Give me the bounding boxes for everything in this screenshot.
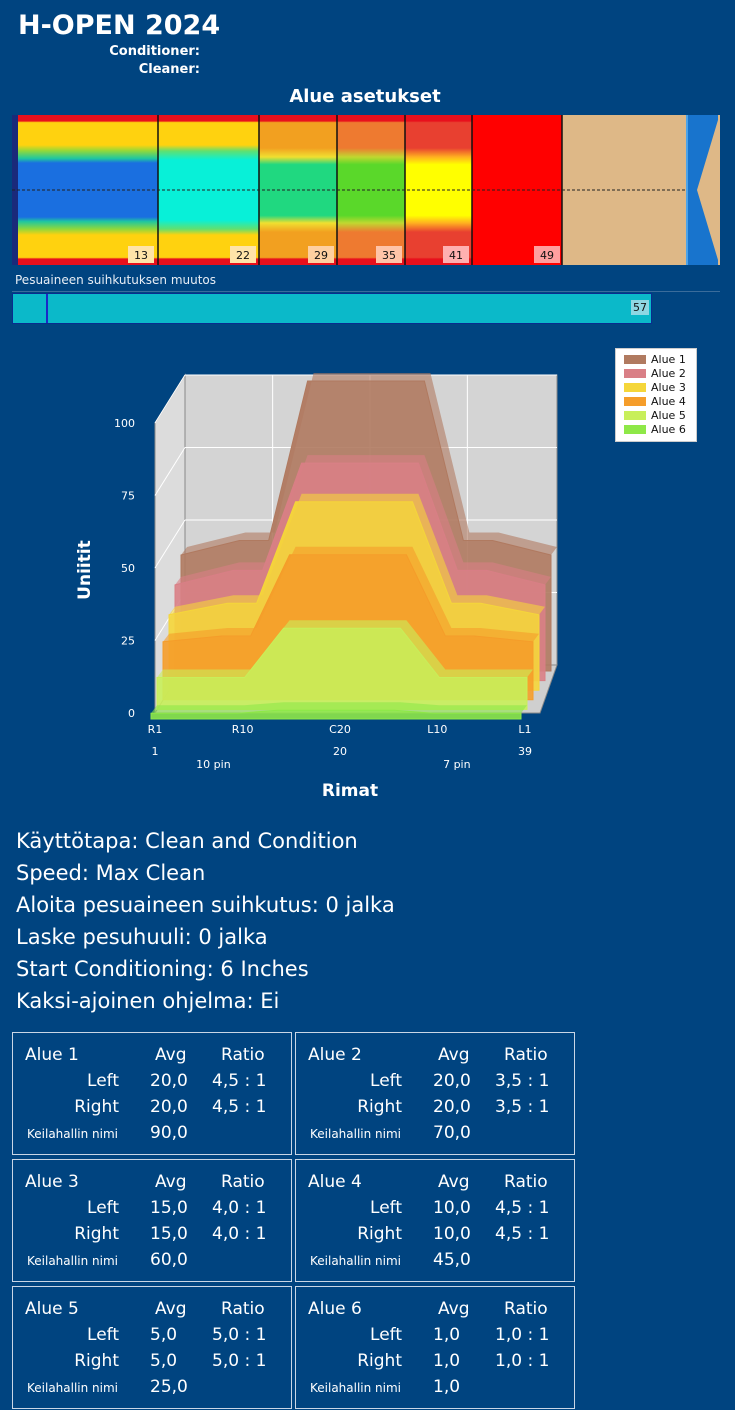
right-ratio-value: 4,0 : 1 bbox=[212, 1224, 267, 1244]
y-tick-label: 75 bbox=[121, 489, 135, 503]
legend-swatch bbox=[624, 355, 646, 364]
right-label: Right bbox=[74, 1351, 119, 1371]
setting-speed: Speed: Max Clean bbox=[16, 861, 206, 885]
legend-swatch bbox=[624, 397, 646, 406]
zone-total-value: 1,0 bbox=[433, 1377, 461, 1397]
left-avg-value: 20,0 bbox=[150, 1071, 188, 1091]
left-label: Left bbox=[87, 1071, 119, 1091]
left-ratio-value: 4,0 : 1 bbox=[212, 1198, 267, 1218]
right-ratio-value: 3,5 : 1 bbox=[495, 1097, 550, 1117]
avg-header: Avg bbox=[155, 1172, 187, 1192]
lane-name-label: Keilahallin nimi bbox=[310, 1127, 402, 1141]
left-label: Left bbox=[87, 1325, 119, 1345]
legend-item bbox=[624, 394, 696, 408]
right-label: Right bbox=[357, 1097, 402, 1117]
x-tick-label: L1 bbox=[518, 723, 532, 736]
ratio-header: Ratio bbox=[221, 1299, 265, 1319]
x-tick-label: C20 bbox=[329, 723, 351, 736]
left-ratio-value: 5,0 : 1 bbox=[212, 1325, 267, 1345]
y-tick-label: 25 bbox=[121, 634, 135, 648]
legend-swatch bbox=[624, 411, 646, 420]
lane-pattern-diagram bbox=[12, 115, 720, 265]
zone-card-3 bbox=[12, 1159, 292, 1282]
pin-label: 10 pin bbox=[196, 758, 231, 771]
legend-swatch bbox=[624, 383, 646, 392]
legend-label: Alue 3 bbox=[651, 380, 686, 394]
setting-two-pass: Kaksi-ajoinen ohjelma: Ei bbox=[16, 989, 280, 1013]
right-label: Right bbox=[357, 1351, 402, 1371]
x-board-label: 39 bbox=[518, 745, 532, 758]
ratio-header: Ratio bbox=[504, 1172, 548, 1192]
zone-card-4 bbox=[295, 1159, 575, 1282]
ratio-header: Ratio bbox=[221, 1045, 265, 1065]
right-ratio-value: 4,5 : 1 bbox=[495, 1224, 550, 1244]
right-avg-value: 20,0 bbox=[150, 1097, 188, 1117]
right-avg-value: 1,0 bbox=[433, 1351, 461, 1371]
left-label: Left bbox=[87, 1198, 119, 1218]
zone-length-label-4: 35 bbox=[382, 249, 396, 262]
avg-header: Avg bbox=[438, 1299, 470, 1319]
zone-total-value: 70,0 bbox=[433, 1123, 471, 1143]
page-title: H-OPEN 2024 bbox=[18, 10, 221, 41]
lane-name-label: Keilahallin nimi bbox=[310, 1254, 402, 1268]
zone-card-2 bbox=[295, 1032, 575, 1155]
legend-label: Alue 4 bbox=[651, 394, 686, 408]
spray-start-marker bbox=[46, 294, 48, 323]
left-avg-value: 1,0 bbox=[433, 1325, 461, 1345]
conditioner-label: Conditioner: bbox=[109, 44, 200, 59]
legend-label: Alue 1 bbox=[651, 352, 686, 366]
ratio-header: Ratio bbox=[221, 1172, 265, 1192]
left-avg-value: 5,0 bbox=[150, 1325, 178, 1345]
lane-name-label: Keilahallin nimi bbox=[27, 1381, 119, 1395]
right-label: Right bbox=[74, 1224, 119, 1244]
legend-item bbox=[624, 352, 696, 366]
left-label: Left bbox=[370, 1071, 402, 1091]
pin-label: 7 pin bbox=[443, 758, 471, 771]
zone-card-1 bbox=[12, 1032, 292, 1155]
zone-length-label-2: 22 bbox=[236, 249, 250, 262]
legend-label: Alue 5 bbox=[651, 408, 686, 422]
right-avg-value: 15,0 bbox=[150, 1224, 188, 1244]
zone-total-value: 60,0 bbox=[150, 1250, 188, 1270]
avg-header: Avg bbox=[438, 1045, 470, 1065]
zone-title: Alue 3 bbox=[25, 1172, 79, 1192]
x-tick-label: R10 bbox=[231, 723, 254, 736]
left-ratio-value: 4,5 : 1 bbox=[212, 1071, 267, 1091]
left-ratio-value: 4,5 : 1 bbox=[495, 1198, 550, 1218]
right-avg-value: 10,0 bbox=[433, 1224, 471, 1244]
right-ratio-value: 1,0 : 1 bbox=[495, 1351, 550, 1371]
left-avg-value: 20,0 bbox=[433, 1071, 471, 1091]
zone-total-value: 45,0 bbox=[433, 1250, 471, 1270]
legend-swatch bbox=[624, 369, 646, 378]
right-avg-value: 20,0 bbox=[433, 1097, 471, 1117]
right-ratio-value: 5,0 : 1 bbox=[212, 1351, 267, 1371]
zone-total-value: 25,0 bbox=[150, 1377, 188, 1397]
y-axis-label: Uniitit bbox=[75, 540, 95, 600]
zone-total-value: 90,0 bbox=[150, 1123, 188, 1143]
zone-card-5 bbox=[12, 1286, 292, 1409]
program-settings bbox=[16, 825, 395, 1017]
left-ratio-value: 1,0 : 1 bbox=[495, 1325, 550, 1345]
zone-title: Alue 6 bbox=[308, 1299, 362, 1319]
zone-title: Alue 1 bbox=[25, 1045, 79, 1065]
legend-label: Alue 2 bbox=[651, 366, 686, 380]
y-tick-label: 0 bbox=[128, 707, 135, 720]
x-tick-label: L10 bbox=[427, 723, 448, 736]
setting-mode: Käyttötapa: Clean and Condition bbox=[16, 829, 358, 853]
zone-title: Alue 4 bbox=[308, 1172, 362, 1192]
zone-length-label-6: 49 bbox=[540, 249, 554, 262]
legend-item bbox=[624, 408, 696, 422]
zone-title: Alue 2 bbox=[308, 1045, 362, 1065]
avg-header: Avg bbox=[155, 1045, 187, 1065]
lane-name-label: Keilahallin nimi bbox=[310, 1381, 402, 1395]
left-ratio-value: 3,5 : 1 bbox=[495, 1071, 550, 1091]
right-avg-value: 5,0 bbox=[150, 1351, 178, 1371]
cleaner-label: Cleaner: bbox=[138, 62, 200, 77]
ratio-header: Ratio bbox=[504, 1299, 548, 1319]
zone-length-label-1: 13 bbox=[134, 249, 148, 262]
zone-card-6 bbox=[295, 1286, 575, 1409]
y-tick-label: 50 bbox=[121, 562, 135, 575]
spray-change-label: Pesuaineen suihkutuksen muutos bbox=[15, 273, 217, 287]
legend-item bbox=[624, 380, 696, 394]
x-board-label: 20 bbox=[333, 745, 347, 758]
lane-name-label: Keilahallin nimi bbox=[27, 1254, 119, 1268]
left-avg-value: 15,0 bbox=[150, 1198, 188, 1218]
setting-start-conditioning: Start Conditioning: 6 Inches bbox=[16, 957, 309, 981]
x-tick-label: R1 bbox=[147, 723, 163, 736]
spray-change-value: 57 bbox=[633, 301, 647, 314]
avg-header: Avg bbox=[155, 1299, 187, 1319]
legend-swatch bbox=[624, 425, 646, 434]
zone-length-label-5: 41 bbox=[449, 249, 463, 262]
ratio-header: Ratio bbox=[504, 1045, 548, 1065]
x-axis-label: Rimat bbox=[321, 781, 379, 801]
setting-spray-start: Aloita pesuaineen suihkutus: 0 jalka bbox=[16, 893, 395, 917]
x-board-label: 1 bbox=[151, 745, 159, 758]
left-avg-value: 10,0 bbox=[433, 1198, 471, 1218]
divider bbox=[12, 291, 720, 292]
legend-label: Alue 6 bbox=[651, 422, 686, 436]
section-title: Alue asetukset bbox=[289, 86, 441, 107]
right-label: Right bbox=[357, 1224, 402, 1244]
right-ratio-value: 4,5 : 1 bbox=[212, 1097, 267, 1117]
lane-name-label: Keilahallin nimi bbox=[27, 1127, 119, 1141]
setting-lip-drop: Laske pesuhuuli: 0 jalka bbox=[16, 925, 268, 949]
avg-header: Avg bbox=[438, 1172, 470, 1192]
left-label: Left bbox=[370, 1198, 402, 1218]
chart-legend bbox=[615, 348, 697, 442]
left-label: Left bbox=[370, 1325, 402, 1345]
legend-item bbox=[624, 422, 696, 436]
zone-title: Alue 5 bbox=[25, 1299, 79, 1319]
legend-item bbox=[624, 366, 696, 380]
spray-change-bar bbox=[12, 293, 652, 324]
y-tick-label: 100 bbox=[114, 417, 135, 430]
zone-length-label-3: 29 bbox=[314, 249, 328, 262]
right-label: Right bbox=[74, 1097, 119, 1117]
